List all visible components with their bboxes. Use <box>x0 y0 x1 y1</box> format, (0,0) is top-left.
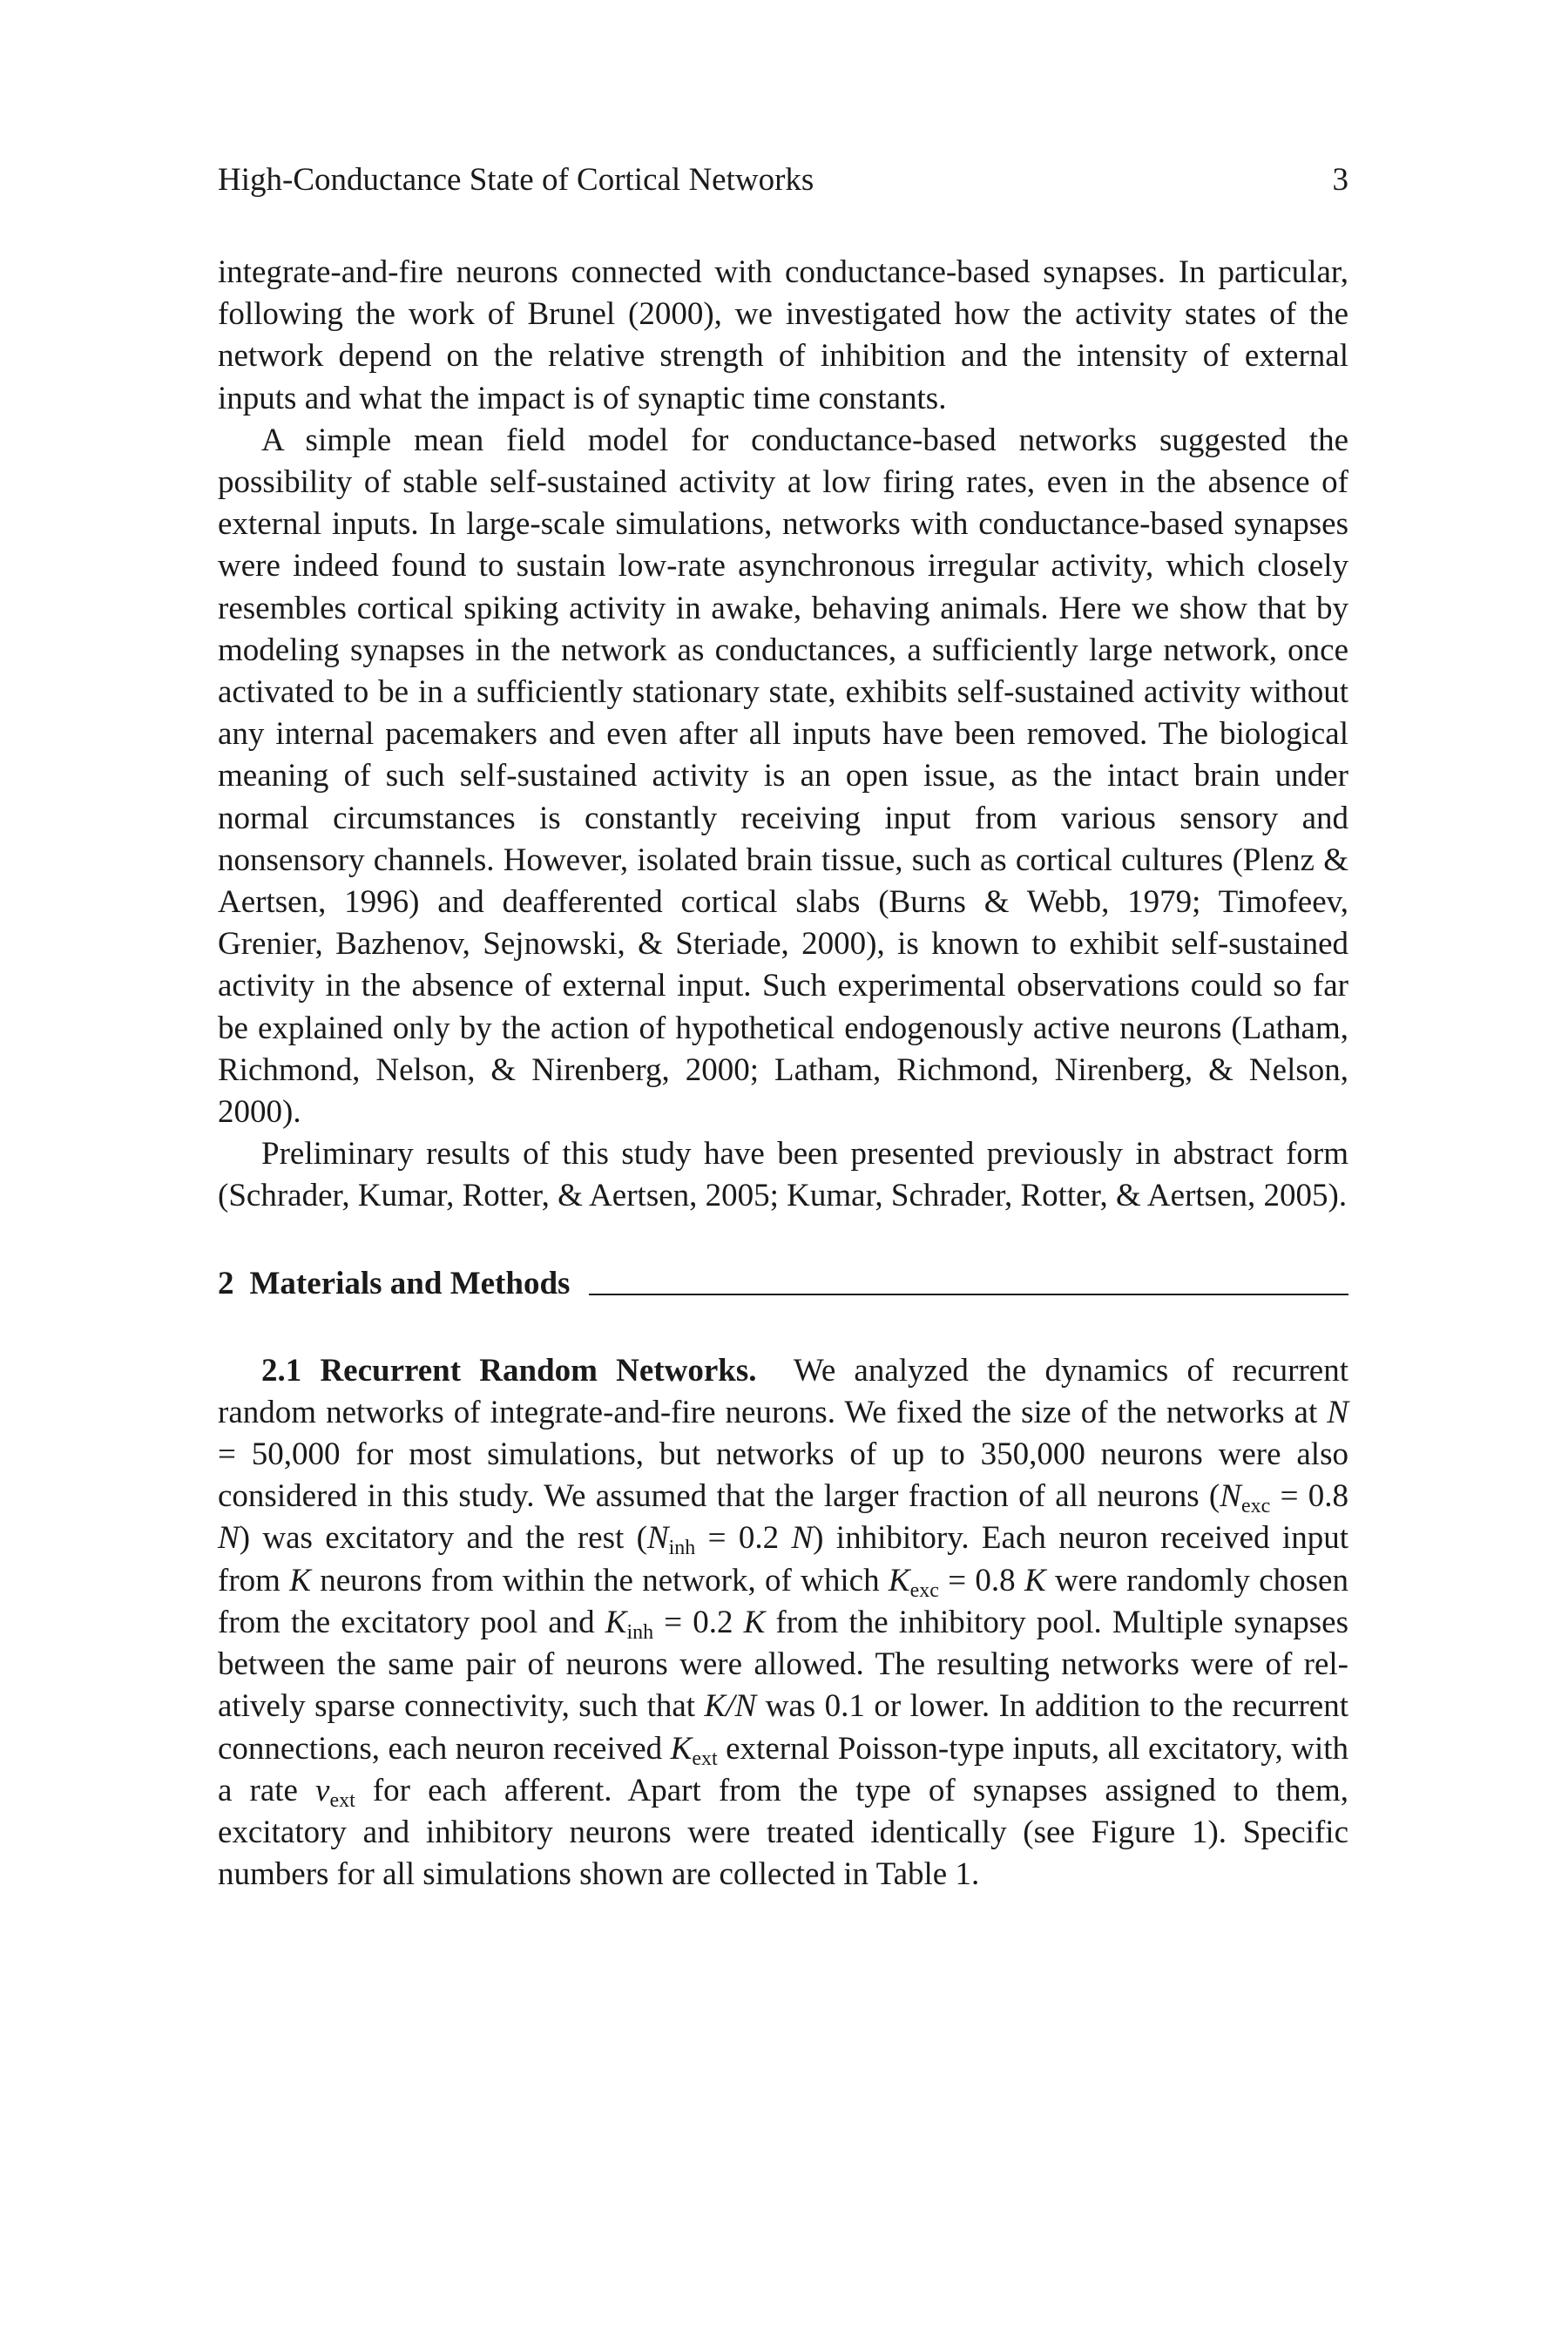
text-segment: were randomly chosen from the excitatory pool and <box>218 1562 1348 1640</box>
section-title: Materials and Methods <box>249 1265 571 1301</box>
subsection-heading <box>261 1353 756 1389</box>
math-K-over-N: K/N <box>704 1688 757 1725</box>
text-segment: We analyzed the dynamics of recurrent random networks of integrate-and-fire neurons. We fixed the size of the networks at <box>218 1352 1348 1430</box>
subsection-number: 2.1 <box>261 1352 302 1389</box>
text-segment: was 0.1 or lower. In addition to the recurrent connections, each neuron received <box>218 1688 1349 1767</box>
paper-page <box>218 161 1348 1896</box>
math-K-ext: $K_{ext}$ <box>670 1730 718 1770</box>
math-N: N <box>218 1520 240 1557</box>
paragraph-4 <box>218 1350 1348 1896</box>
math-N: N <box>1327 1394 1348 1430</box>
paragraph-2: A simple mean field model for conductance-based networks suggested the possibility of stable self-sustained activity at low firing rates, even in the absence of external inputs. In large-scale simulations, networks with conductance-based synapses were indeed found to sustain low-rate asynchronous irregular activity, which closely resembles cortical spiking activity in awake, behaving animals. Here we show that by modeling synapses in the network as conductances, a sufficiently large network, once activated to be in a sufficiently stationary state, exhibits self-sustained activity without any internal pacemakers and even after all inputs have been removed. The biological meaning of such self-sustained activity is an open issue, as the intact brain under normal circumstances is constantly receiving input from various sensory and nonsensory channels. However, isolated brain tissue, such as cortical cultures (Plenz & Aertsen, 1996) and deafferented cortical slabs (Burns & Webb, 1979; Timofeev, Grenier, Bazhenov, Sejnowski, & Steriade, 2000), is known to exhibit self-sustained activity in the absence of external input. Such experimental observations could so far be explained only by the action of hypothetical endogenously active neurons (Latham, Richmond, Nelson, & Nirenberg, 2000; Latham, Richmond, Nirenberg, & Nelson, 2000). <box>218 422 1348 1131</box>
running-head <box>218 161 1348 199</box>
body-text <box>218 252 1348 1218</box>
subsection-title: Recurrent Random Networks. <box>320 1352 757 1389</box>
math-K: K <box>1024 1562 1046 1598</box>
text-segment: from the inhibitory pool. Multiple synapses between the same pair of neurons were allowed. The resulting networks were of relatively sparse connectivity, such that <box>218 1604 1348 1725</box>
text-segment: neurons from within the network, of which <box>310 1562 889 1598</box>
section-rule <box>589 1294 1348 1295</box>
section-heading <box>218 1263 1348 1305</box>
math-N: N <box>791 1520 814 1557</box>
math-K: K <box>289 1562 311 1598</box>
text-segment: external Poisson-type inputs, all excitatory, with a rate <box>218 1730 1349 1808</box>
math-K: K <box>743 1604 766 1640</box>
paragraph-3: Preliminary results of this study have been presented previously in abstract form (Schrader, Kumar, Rotter, & Aertsen, 2005; Kumar, Schrader, Rotter, & Aertsen, 2005). <box>218 1136 1348 1214</box>
section-number: 2 <box>218 1265 234 1301</box>
subsection-text <box>218 1350 1348 1896</box>
page-number: 3 <box>1332 162 1348 198</box>
text-segment: = 0.2 <box>695 1520 792 1557</box>
math-K-exc: $K_{exc}$ <box>888 1562 939 1602</box>
math-nu-ext: $\nu_{ext}$ <box>315 1772 355 1812</box>
math-N-inh: $N_{inh}$ <box>646 1520 696 1560</box>
text-segment: for each afferent. Apart from the type of synapses assigned to them, excitatory and inhibitory neurons were treated identically (see Figure 1). Specific numbers for all simulations shown are collected in Table 1. <box>218 1772 1348 1893</box>
math-N-exc: $N_{exc}$ <box>1220 1478 1271 1518</box>
text-segment: ) inhibitory. Each neuron received input from <box>218 1520 1348 1598</box>
text-segment: = 0.8 <box>938 1562 1024 1598</box>
text-segment: = 0.8 <box>1270 1478 1348 1515</box>
text-segment: = 0.2 <box>653 1604 744 1640</box>
math-K-inh: $K_{inh}$ <box>605 1604 654 1644</box>
text-segment: = 50,000 for most simulations, but networks of up to 350,000 neurons were also considered in this study. We assumed that the larger fraction of all neurons ( <box>218 1436 1348 1515</box>
text-segment: ) was excitatory and the rest ( <box>239 1520 647 1557</box>
running-title: High-Conductance State of Cortical Networks <box>218 162 814 198</box>
paragraph-1: integrate-and-fire neurons connected with conductance-based synapses. In particular, following the work of Brunel (2000), we investigated how the activity states of the network depend on the relative strength of inhibition and the intensity of external inputs and what the impact is of synaptic time constants. <box>218 254 1348 416</box>
